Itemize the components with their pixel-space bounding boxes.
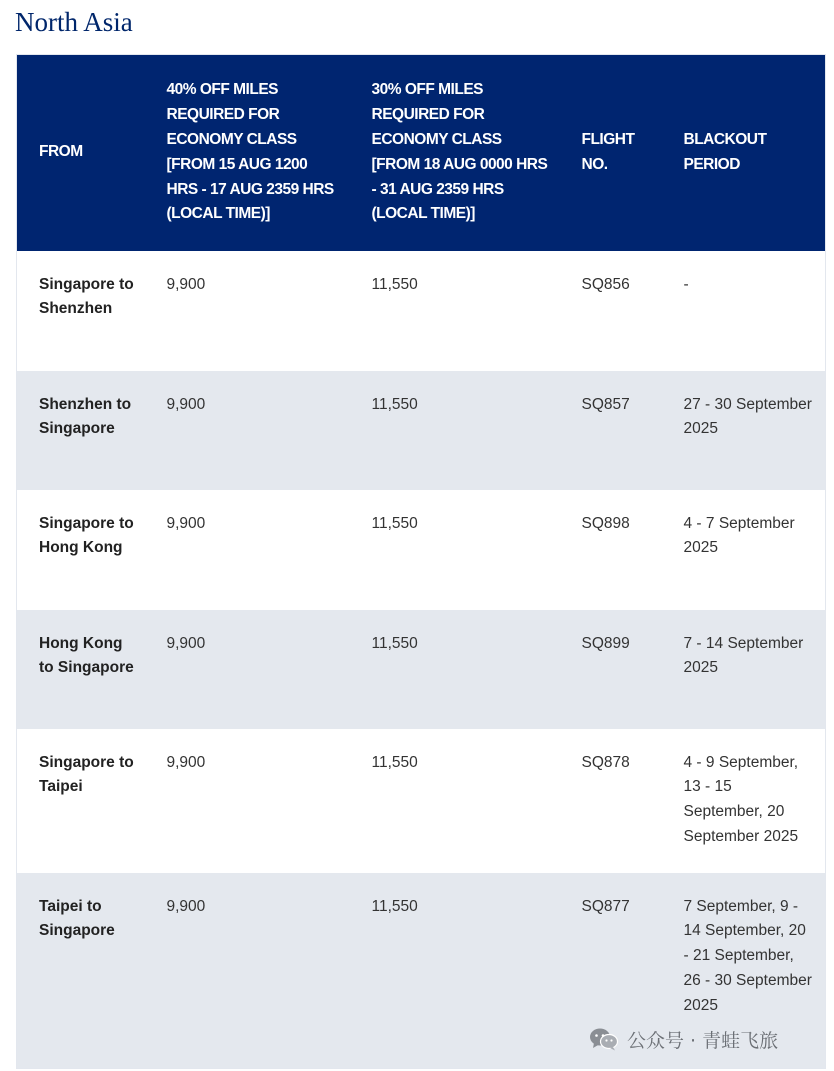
flight-number: SQ856 [560,251,662,371]
flight-number: SQ899 [560,610,662,729]
flight-number: SQ878 [560,729,662,873]
header-blackout-period: BLACKOUT PERIOD [662,55,826,251]
route-from: Shenzhen to Singapore [17,371,145,490]
blackout-period: 7 September, 9 - 14 September, 20 - 21 September, 26 - 30 September 2025 [662,873,826,1069]
route-from: Hong Kong to Singapore [17,610,145,729]
miles-30-off: 11,550 [350,729,560,873]
section-title: North Asia [15,7,133,37]
table-row [17,251,826,371]
miles-40-off: 9,900 [145,610,350,729]
flight-number: SQ898 [560,490,662,610]
header-from: FROM [17,55,145,251]
table-row [17,490,826,610]
flight-number: SQ857 [560,371,662,490]
miles-30-off: 11,550 [350,610,560,729]
miles-40-off: 9,900 [145,490,350,610]
miles-30-off: 11,550 [350,490,560,610]
miles-40-off: 9,900 [145,729,350,873]
miles-30-off: 11,550 [350,873,560,1069]
miles-40-off: 9,900 [145,251,350,371]
miles-30-off: 11,550 [350,371,560,490]
miles-40-off: 9,900 [145,371,350,490]
blackout-period: 7 - 14 September 2025 [662,610,826,729]
table-row [17,610,826,729]
wechat-icon [589,1027,619,1051]
blackout-period: 4 - 9 September, 13 - 15 September, 20 September 2025 [662,729,826,873]
watermark-text: 公众号 · 青蛙飞旅 [627,1029,779,1052]
header-flight-no: FLIGHT NO. [560,55,662,251]
table-header-row [17,55,826,251]
flight-number: SQ877 [560,873,662,1069]
header-40-off-miles: 40% OFF MILES REQUIRED FOR ECONOMY CLASS [FROM 15 AUG 1200 HRS - 17 AUG 2359 HRS (LOCAL TIME)] [145,55,350,251]
fares-table [16,54,826,1069]
route-from: Singapore to Shenzhen [17,251,145,371]
miles-40-off: 9,900 [145,873,350,1069]
blackout-period: 27 - 30 September 2025 [662,371,826,490]
route-from: Taipei to Singapore [17,873,145,1069]
route-from: Singapore to Taipei [17,729,145,873]
blackout-period: 4 - 7 September 2025 [662,490,826,610]
route-from: Singapore to Hong Kong [17,490,145,610]
watermark [589,1024,778,1054]
table-row [17,729,826,873]
miles-30-off: 11,550 [350,251,560,371]
blackout-period: - [662,251,826,371]
header-30-off-miles: 30% OFF MILES REQUIRED FOR ECONOMY CLASS [FROM 18 AUG 0000 HRS - 31 AUG 2359 HRS (LOCAL TIME)] [350,55,560,251]
table-row [17,371,826,490]
